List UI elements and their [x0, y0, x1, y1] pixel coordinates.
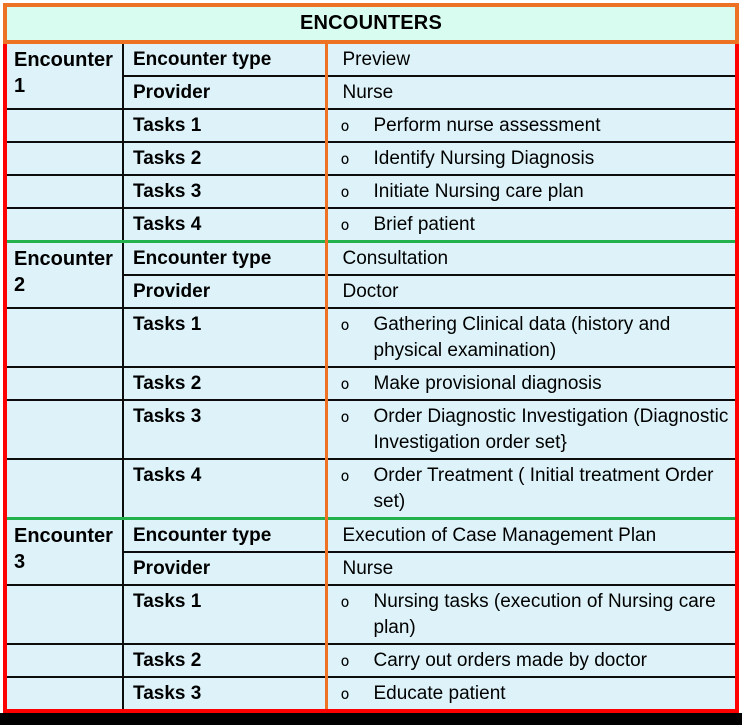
circle-bullet: o	[340, 408, 350, 426]
empty-cell	[7, 308, 123, 367]
circle-bullet: o	[340, 652, 350, 670]
circle-bullet: o	[340, 375, 350, 393]
provider-label: Provider	[123, 76, 326, 109]
task-row	[7, 585, 735, 644]
encounter-type-value: Preview	[326, 44, 735, 76]
encounter-type-label: Encounter type	[123, 519, 326, 553]
task-text: Carry out orders made by doctor	[373, 650, 648, 671]
task-text: Identify Nursing Diagnosis	[373, 148, 595, 169]
task-text: Order Treatment ( Initial treatment Order set)	[373, 465, 714, 512]
provider-label: Provider	[123, 275, 326, 308]
empty-cell	[7, 459, 123, 519]
task-value-cell	[326, 677, 735, 709]
task-value-cell	[326, 142, 735, 175]
encounter-type-row	[7, 44, 735, 76]
task-value-cell	[326, 644, 735, 677]
encounter-label-cell	[7, 519, 123, 586]
task-label: Tasks 1	[123, 308, 326, 367]
task-text: Nursing tasks (execution of Nursing care plan)	[373, 591, 716, 638]
task-line	[328, 179, 736, 205]
encounter-type-label: Encounter type	[123, 44, 326, 76]
task-line	[328, 371, 736, 397]
task-label: Tasks 2	[123, 644, 326, 677]
circle-bullet: o	[340, 467, 350, 485]
empty-cell	[7, 400, 123, 459]
task-label: Tasks 3	[123, 400, 326, 459]
task-value-cell	[326, 585, 735, 644]
task-line	[328, 404, 736, 456]
encounter-type-row	[7, 242, 735, 276]
task-value-cell	[326, 367, 735, 400]
task-row	[7, 208, 735, 242]
encounter-type-value: Execution of Case Management Plan	[326, 519, 735, 553]
circle-bullet: o	[340, 216, 350, 234]
circle-bullet: o	[340, 593, 350, 611]
encounter-name: Encounter	[14, 248, 113, 270]
task-value-cell	[326, 175, 735, 208]
encounter-number: 1	[14, 75, 26, 97]
task-value-cell	[326, 400, 735, 459]
task-line	[328, 589, 736, 641]
task-label: Tasks 1	[123, 585, 326, 644]
provider-value: Doctor	[326, 275, 735, 308]
task-row	[7, 677, 735, 709]
task-row	[7, 644, 735, 677]
empty-cell	[7, 175, 123, 208]
encounter-type-label: Encounter type	[123, 242, 326, 276]
task-label: Tasks 3	[123, 677, 326, 709]
task-line	[328, 648, 736, 674]
task-row	[7, 308, 735, 367]
empty-cell	[7, 142, 123, 175]
encounters-table	[7, 44, 735, 709]
empty-cell	[7, 208, 123, 242]
task-text: Initiate Nursing care plan	[373, 181, 584, 202]
task-text: Perform nurse assessment	[373, 115, 601, 136]
task-row	[7, 109, 735, 142]
task-value-cell	[326, 208, 735, 242]
task-line	[328, 113, 736, 139]
circle-bullet: o	[340, 150, 350, 168]
task-value-cell	[326, 109, 735, 142]
circle-bullet: o	[340, 183, 350, 201]
circle-bullet: o	[340, 316, 350, 334]
task-text: Gathering Clinical data (history and physical examination)	[373, 314, 671, 361]
task-label: Tasks 2	[123, 142, 326, 175]
encounter-type-value: Consultation	[326, 242, 735, 276]
encounter-name: Encounter	[14, 525, 113, 547]
provider-label: Provider	[123, 552, 326, 585]
task-text: Brief patient	[373, 214, 475, 235]
task-text: Order Diagnostic Investigation (Diagnostic Investigation order set}	[373, 406, 729, 453]
encounter-type-row	[7, 519, 735, 553]
task-row	[7, 367, 735, 400]
circle-bullet: o	[340, 685, 350, 703]
encounter-name: Encounter	[14, 49, 113, 71]
task-label: Tasks 2	[123, 367, 326, 400]
circle-bullet: o	[340, 117, 350, 135]
empty-cell	[7, 367, 123, 400]
task-label: Tasks 3	[123, 175, 326, 208]
task-text: Educate patient	[373, 683, 506, 704]
task-value-cell	[326, 459, 735, 519]
encounters-table-frame	[3, 44, 739, 713]
task-line	[328, 681, 736, 707]
task-text: Make provisional diagnosis	[373, 373, 602, 394]
empty-cell	[7, 677, 123, 709]
encounter-number: 3	[14, 551, 26, 573]
encounter-number: 2	[14, 274, 26, 296]
task-row	[7, 400, 735, 459]
task-row	[7, 142, 735, 175]
encounter-label-cell	[7, 242, 123, 309]
empty-cell	[7, 644, 123, 677]
task-label: Tasks 4	[123, 459, 326, 519]
task-row	[7, 175, 735, 208]
task-label: Tasks 1	[123, 109, 326, 142]
empty-cell	[7, 585, 123, 644]
bottom-black-bar	[0, 713, 742, 725]
task-label: Tasks 4	[123, 208, 326, 242]
task-value-cell	[326, 308, 735, 367]
provider-value: Nurse	[326, 552, 735, 585]
empty-cell	[7, 109, 123, 142]
task-line	[328, 312, 736, 364]
task-row	[7, 459, 735, 519]
task-line	[328, 212, 736, 238]
page-title: ENCOUNTERS	[3, 3, 739, 44]
task-line	[328, 146, 736, 172]
provider-value: Nurse	[326, 76, 735, 109]
task-line	[328, 463, 736, 515]
encounter-label-cell	[7, 44, 123, 109]
